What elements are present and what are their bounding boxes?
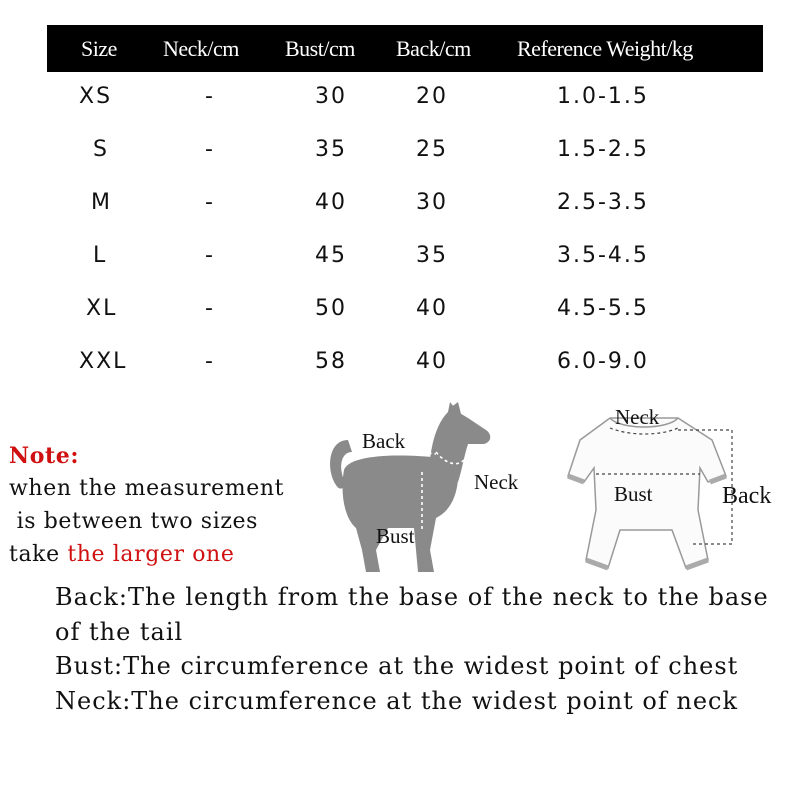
cell-bust: 50: [315, 296, 347, 321]
cell-back: 35: [416, 243, 448, 268]
cell-size: S: [93, 137, 109, 162]
table-row: [47, 237, 763, 277]
note-line-3: [9, 538, 284, 571]
cell-weight: 2.5-3.5: [557, 190, 649, 215]
cell-weight: 1.0-1.5: [557, 84, 649, 109]
cell-size: XS: [79, 84, 113, 109]
header-neck: Neck/cm: [163, 36, 239, 61]
note-line-1: when the measurement: [9, 476, 285, 501]
note-line-3-prefix: take: [9, 542, 68, 567]
measurement-definitions: [55, 580, 775, 718]
cell-back: 25: [416, 137, 448, 162]
sizing-note: [9, 440, 284, 571]
table-row: [47, 343, 763, 383]
header-size: Size: [81, 36, 117, 61]
cell-bust: 30: [315, 84, 347, 109]
definition-neck: Neck:The circumference at the widest point of neck: [55, 686, 739, 715]
dog-measurement-diagram: [318, 400, 540, 580]
cell-neck: -: [205, 190, 215, 215]
table-row: [47, 184, 763, 224]
header-reference-weight: Reference Weight/kg: [517, 36, 693, 61]
cell-neck: -: [205, 137, 215, 162]
cell-neck: -: [205, 349, 215, 374]
cell-size: XL: [86, 296, 118, 321]
cell-size: M: [91, 190, 112, 215]
shirt-neck-label: Neck: [615, 405, 660, 429]
dog-neck-label: Neck: [474, 470, 519, 494]
cell-neck: -: [205, 296, 215, 321]
shirt-measurement-diagram: [560, 400, 790, 580]
cell-size: XXL: [79, 349, 128, 374]
cell-size: L: [93, 243, 108, 268]
definition-bust: Bust:The circumference at the widest point of chest: [55, 652, 739, 680]
dog-bust-label: Bust: [376, 524, 415, 548]
cell-weight: 1.5-2.5: [557, 137, 649, 162]
table-row: [47, 78, 763, 118]
size-table-header: [47, 25, 763, 72]
cell-bust: 35: [315, 137, 347, 162]
cell-bust: 40: [315, 190, 347, 215]
cell-neck: -: [205, 243, 215, 268]
shirt-back-label: Back: [722, 483, 772, 509]
cell-neck: -: [205, 84, 215, 109]
cell-bust: 58: [315, 349, 347, 374]
cell-bust: 45: [315, 243, 347, 268]
cell-back: 20: [416, 84, 448, 109]
note-line-2: is between two sizes: [9, 509, 259, 534]
header-bust: Bust/cm: [285, 36, 355, 61]
cell-back: 40: [416, 296, 448, 321]
dog-back-label: Back: [362, 429, 406, 453]
cell-weight: 6.0-9.0: [557, 349, 649, 374]
cell-weight: 3.5-4.5: [557, 243, 649, 268]
note-title: Note:: [9, 443, 80, 469]
shirt-bust-label: Bust: [614, 482, 653, 506]
table-row: [47, 131, 763, 171]
header-back: Back/cm: [396, 36, 471, 61]
note-highlight: the larger one: [67, 542, 235, 567]
cell-weight: 4.5-5.5: [557, 296, 649, 321]
cell-back: 30: [416, 190, 448, 215]
size-table-body: [47, 72, 763, 390]
definition-back: Back:The length from the base of the neck to the base of the tail: [55, 583, 769, 646]
table-row: [47, 290, 763, 330]
cell-back: 40: [416, 349, 448, 374]
